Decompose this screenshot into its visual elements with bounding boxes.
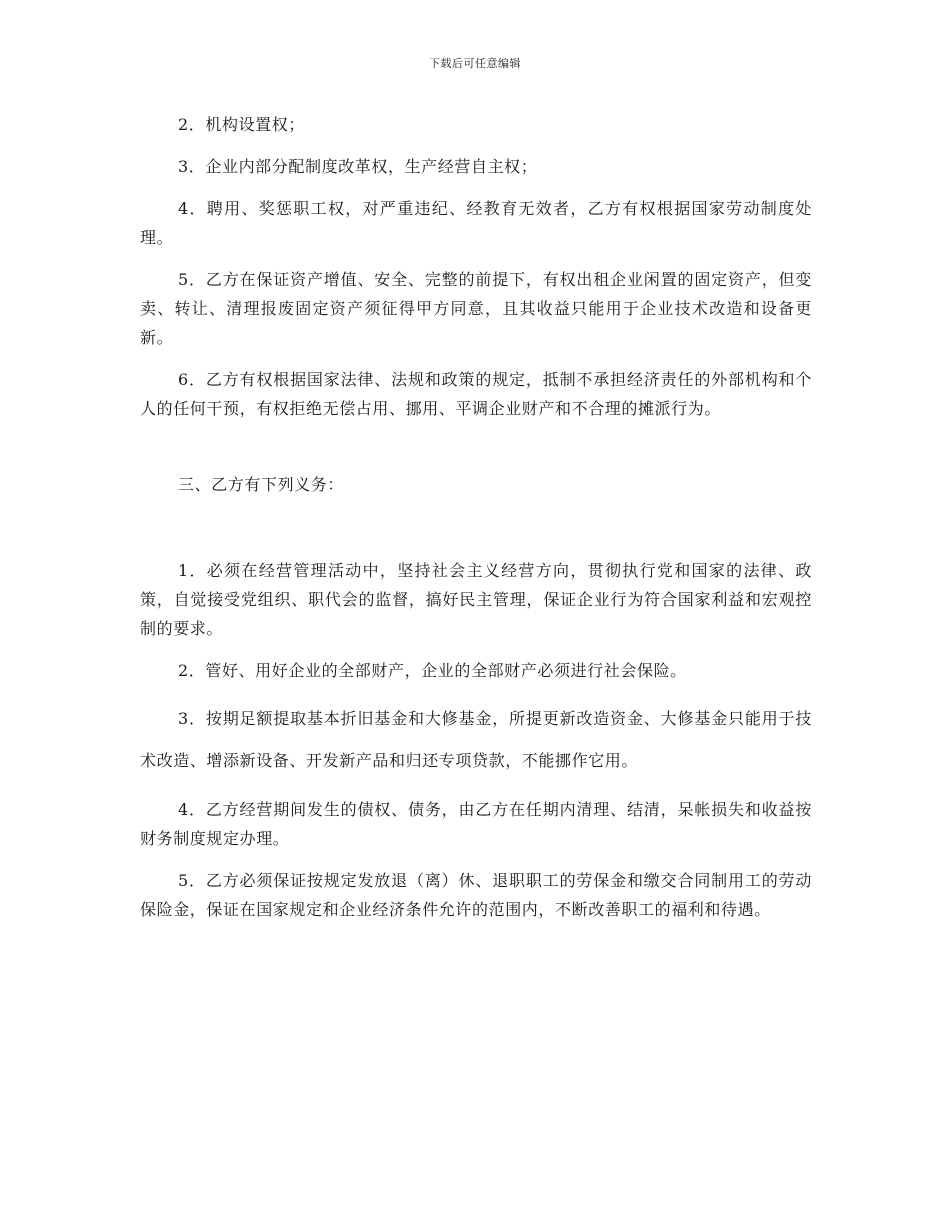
paragraph-right-2: 2．机构设置权；	[178, 115, 305, 134]
paragraph-right-4: 4．聘用、奖惩职工权，对严重违纪、经教育无效者，乙方有权根据国家劳动制度处理。	[140, 199, 812, 247]
paragraph-obligation-3: 3．按期足额提取基本折旧基金和大修基金，所提更新改造资金、大修基金只能用于技术改造、增添新设备、开发新产品和归还专项贷款，不能挪作它用。	[140, 709, 812, 770]
paragraph-right-3: 3．企业内部分配制度改革权，生产经营自主权；	[178, 157, 538, 176]
paragraph-right-5: 5．乙方在保证资产增值、安全、完整的前提下，有权出租企业闲置的固定资产，但变卖、转让、清理报废固定资产须征得甲方同意，且其收益只能用于企业技术改造和设备更新。	[140, 270, 812, 347]
paragraph-obligation-2: 2．管好、用好企业的全部财产，企业的全部财产必须进行社会保险。	[178, 661, 687, 680]
paragraph-obligation-4: 4．乙方经营期间发生的债权、债务，由乙方在任期内清理、结清，呆帐损失和收益按财务制度规定办理。	[140, 800, 812, 848]
paragraph-obligation-5: 5．乙方必须保证按规定发放退（离）休、退职职工的劳保金和缴交合同制用工的劳动保险金，保证在国家规定和企业经济条件允许的范围内，不断改善职工的福利和待遇。	[140, 871, 812, 919]
paragraph-obligation-1: 1．必须在经营管理活动中，坚持社会主义经营方向，贯彻执行党和国家的法律、政策，自觉接受党组织、职代会的监督，搞好民主管理，保证企业行为符合国家利益和宏观控制的要求。	[140, 561, 812, 638]
page-header: 下载后可任意编辑	[429, 57, 521, 70]
paragraph-right-6: 6．乙方有权根据国家法律、法规和政策的规定，抵制不承担经济责任的外部机构和个人的任何干预，有权拒绝无偿占用、挪用、平调企业财产和不合理的摊派行为。	[140, 370, 812, 418]
section-heading-obligations: 三、乙方有下列义务：	[178, 475, 345, 494]
document-body	[140, 110, 812, 924]
